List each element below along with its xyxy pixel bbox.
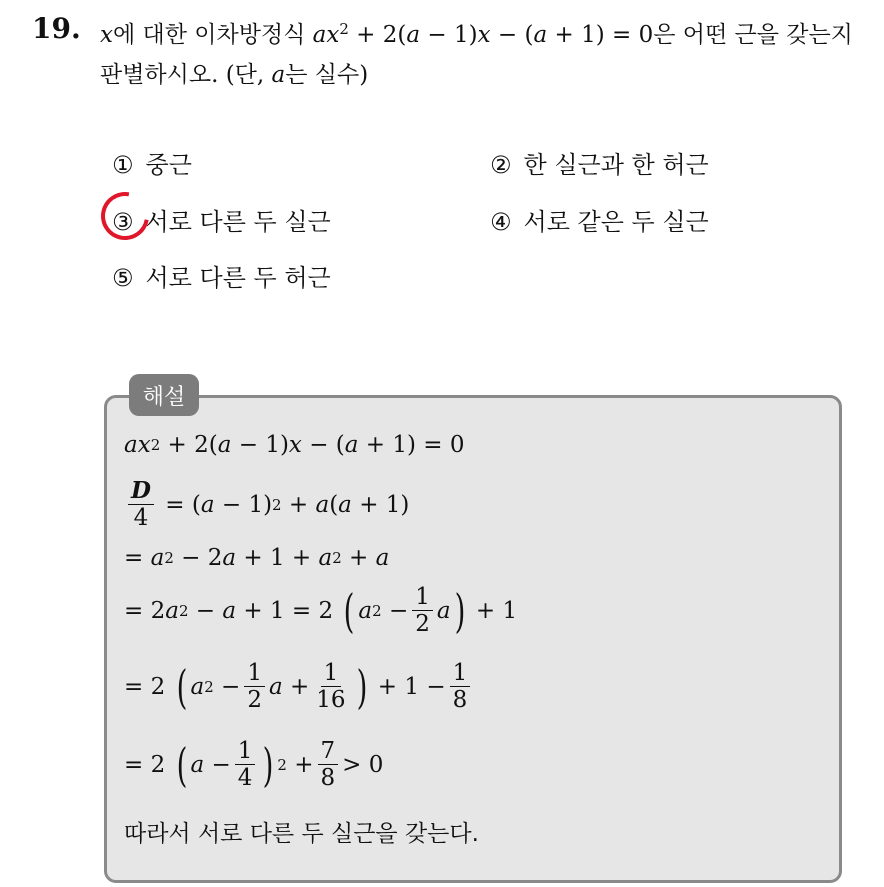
choice-number: ④ (490, 208, 512, 236)
solution-conclusion: 따라서 서로 다른 두 실근을 갖는다. (124, 821, 479, 847)
choice-2[interactable] (490, 145, 709, 180)
solution-step-5: = 2 ( a 2 − $\frac{1}{2}$ a + $\frac{1}{16}$ ) + 1 − $\frac{1}{8}$ (124, 660, 474, 714)
solution-step-1: ax 2 + 2( a − 1) x − ( a + 1) = 0 (124, 432, 465, 458)
question-line-2 (100, 56, 368, 89)
question-line-1: x에 대한 이차방정식 $ax^2 + 2(a - 1)x - (a + 1) = 0$은 어떤 근을 갖는지 (100, 19, 853, 48)
choice-4[interactable] (490, 202, 709, 237)
solution-step-3: = a 2 − 2 a + 1 + a 2 + a (124, 545, 390, 571)
solution-box (104, 395, 842, 883)
choice-number: ② (490, 151, 512, 179)
choice-label: 서로 다른 두 실근 (145, 208, 331, 236)
answer-mark-circle (92, 183, 159, 250)
choice-1[interactable] (112, 145, 192, 180)
choice-label: 서로 다른 두 허근 (145, 264, 331, 292)
solution-step-6: = 2 ( a − $\frac{1}{4}$ ) 2 + $\frac{7}{8}$ > 0 (124, 737, 384, 792)
question-text-end: 는 실수) (285, 62, 369, 88)
choice-number: ⑤ (112, 264, 134, 292)
choice-5[interactable] (112, 258, 331, 293)
question-text: 판별하시오. (단, (100, 62, 272, 88)
choice-number: ③ (112, 208, 134, 236)
question-variable: a (271, 62, 286, 88)
solution-step-2: $\frac{D}{4}$ = ( a − 1) 2 + a ( a + 1) (124, 478, 409, 532)
solution-label: 해설 (129, 374, 199, 416)
solution-step-4: = 2 a 2 − a + 1 = 2 ( a 2 − $\frac{1}{2}$ a ) + 1 (124, 583, 518, 638)
choice-label: 한 실근과 한 허근 (523, 151, 709, 179)
problem-number: 19. (32, 12, 81, 45)
choice-number: ① (112, 151, 134, 179)
choice-label: 중근 (145, 151, 192, 179)
choice-label: 서로 같은 두 실근 (523, 208, 709, 236)
